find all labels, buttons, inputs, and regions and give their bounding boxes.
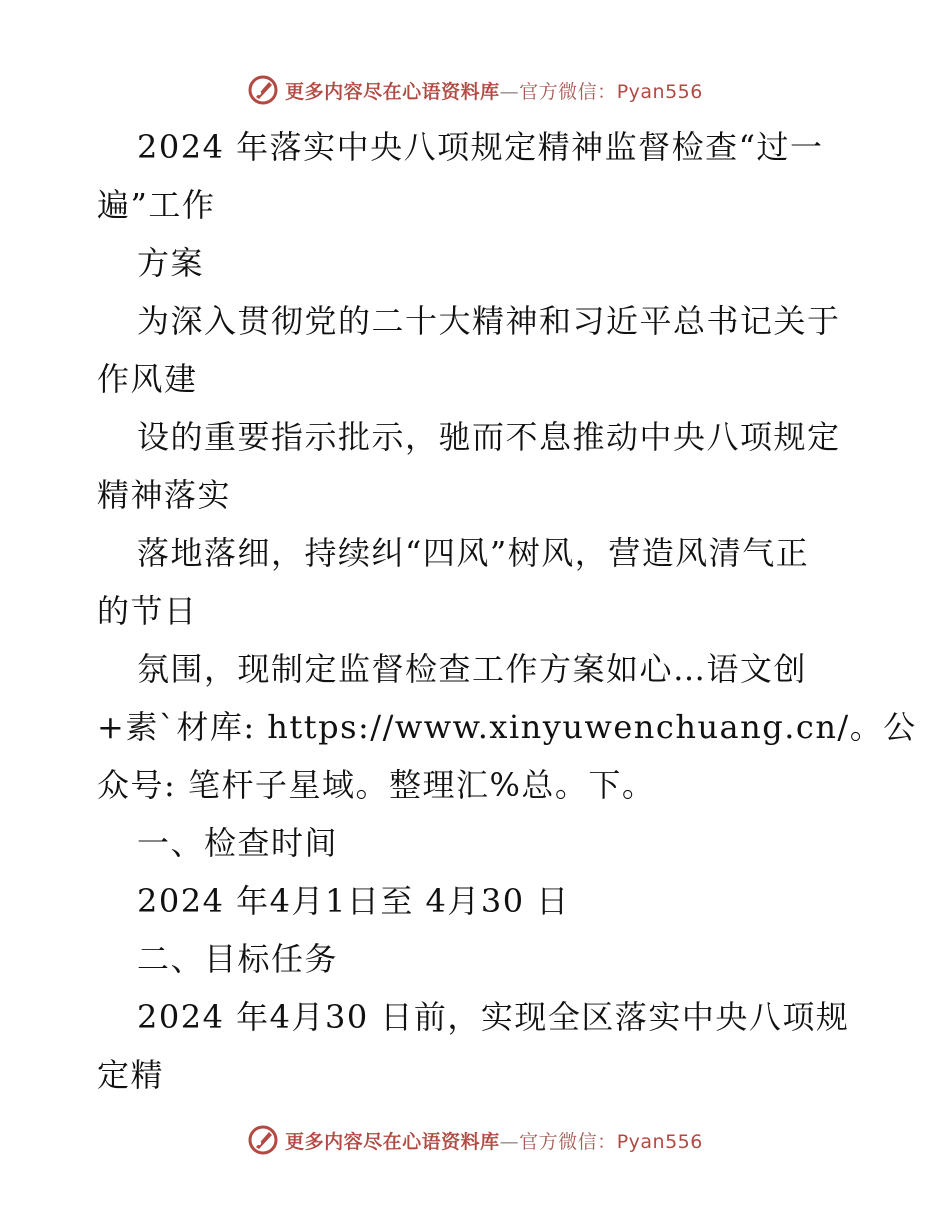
paragraph-line: 氛围，现制定监督检查工作方案如心…语文创	[137, 650, 808, 688]
paragraph-line: 的节日	[97, 592, 198, 630]
paragraph-line: 定精	[97, 1056, 165, 1094]
section-heading: 一、检查时间	[137, 824, 339, 862]
paragraph-line: 落地落细，持续纠“四风”树风，营造风清气正	[137, 534, 810, 572]
watermark-id: Pyan556	[616, 80, 703, 103]
paragraph-line: 众号: 笔杆子星域。整理汇%总。下。	[97, 766, 656, 804]
paragraph-line: 设的重要指示批示，驰而不息推动中央八项规定	[137, 418, 841, 456]
paragraph-line: 作风建	[97, 360, 198, 398]
watermark-id: Pyan556	[616, 1130, 703, 1153]
paragraph-line: +素`材库: https://www.xinyuwenchuang.cn/。公	[97, 708, 917, 746]
watermark-text	[285, 77, 703, 104]
document-body	[97, 118, 917, 1104]
watermark-header	[0, 70, 950, 110]
watermark-text	[285, 1127, 703, 1154]
paragraph-line: 精神落实	[97, 476, 232, 514]
title-line-2: 遍”工作	[97, 186, 216, 224]
paragraph-line: 为深入贯彻党的二十大精神和习近平总书记关于	[137, 302, 841, 340]
pen-logo-icon	[247, 74, 279, 106]
watermark-separator: —	[499, 80, 520, 103]
pen-logo-icon	[247, 1124, 279, 1156]
paragraph-line: 2024 年4月1日至 4月30 日	[137, 882, 570, 920]
title-line-3: 方案	[137, 244, 205, 282]
watermark-separator: —	[499, 1130, 520, 1153]
watermark-brand: 更多内容尽在心语资料库	[285, 1130, 500, 1153]
watermark-brand: 更多内容尽在心语资料库	[285, 80, 500, 103]
section-heading: 二、目标任务	[137, 940, 339, 978]
watermark-footer	[0, 1120, 950, 1160]
watermark-label: 官方微信：	[519, 80, 617, 103]
watermark-label: 官方微信：	[519, 1130, 617, 1153]
title-line-1: 2024 年落实中央八项规定精神监督检查“过一	[137, 128, 824, 166]
paragraph-line: 2024 年4月30 日前，实现全区落实中央八项规	[137, 998, 850, 1036]
